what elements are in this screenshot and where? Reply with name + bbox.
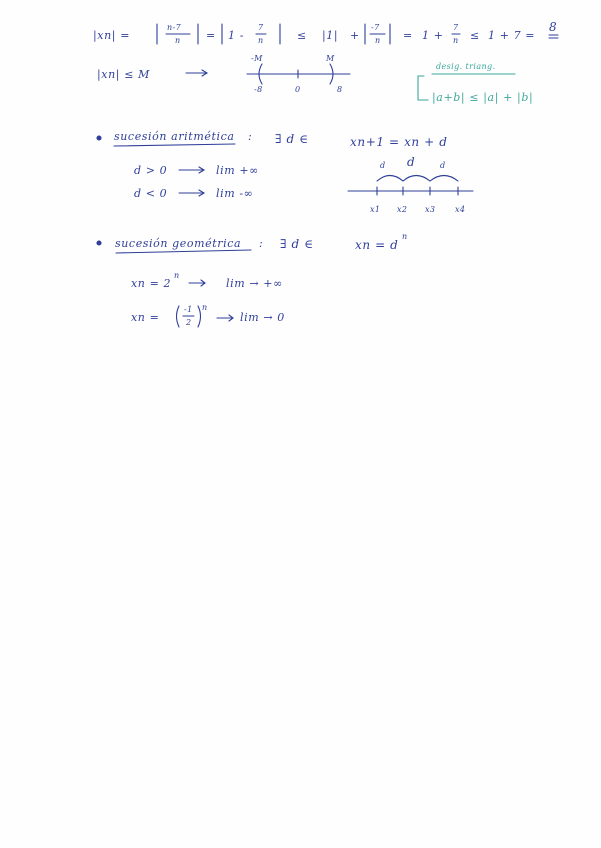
result-underline [549, 35, 558, 38]
sum-one-plus-seven: 1 + 7 = [488, 29, 536, 42]
arrow-pos [179, 167, 204, 173]
x4-label: x4 [455, 205, 466, 214]
arrow-geom-2 [217, 315, 233, 321]
geom-exists: ∃ d ∈ [280, 237, 314, 251]
arith-pos-result: lim +∞ [216, 164, 259, 177]
leq-1: ≤ [297, 29, 307, 42]
geom-ex1-exponent: n [174, 271, 180, 280]
arith-title: sucesión aritmética [114, 130, 235, 143]
geom-ex2-frac-denominator: 2 [186, 318, 192, 327]
equals-1: = [206, 29, 216, 42]
arith-neg-case: d < 0 [134, 187, 168, 200]
frac1-numerator: n-7 [167, 23, 182, 32]
equals-2: = [403, 29, 413, 42]
frac1-denominator: n [175, 36, 181, 45]
frac4-denominator: n [453, 36, 459, 45]
d-label-2: d [407, 155, 416, 169]
arith-formula: xn+1 = xn + d [350, 135, 448, 149]
x1-label: x1 [370, 205, 381, 214]
neg-eight-label: -8 [254, 85, 263, 94]
arith-pos-case: d > 0 [134, 164, 168, 177]
plus-1: + [350, 29, 360, 42]
arc-1 [377, 176, 403, 182]
frac2-numerator: 7 [258, 23, 264, 32]
bullet-geom [97, 241, 101, 245]
triangle-bracket [418, 76, 428, 100]
x2-label: x2 [397, 205, 408, 214]
arc-2 [403, 176, 430, 182]
bullet-arith [97, 136, 101, 140]
geom-formula-exponent: n [402, 232, 408, 241]
geom-ex1-lhs: xn = 2 [131, 277, 172, 290]
geom-formula: xn = d [355, 238, 399, 252]
m-label: M [326, 54, 335, 63]
paren-right [198, 306, 201, 327]
abs-one: |1| [322, 29, 339, 42]
d-label-1: d [380, 161, 386, 170]
geom-ex2-rhs: lim → 0 [240, 311, 285, 324]
neg-m-label: -M [251, 54, 263, 63]
abs-xn-label: |xn| = [93, 29, 131, 42]
paren-left [177, 306, 180, 327]
geom-ex2-lhs: xn = [131, 311, 160, 324]
leq-2: ≤ [470, 29, 480, 42]
triangle-ineq-formula: |a+b| ≤ |a| + |b| [432, 91, 534, 104]
bound-label: |xn| ≤ M [97, 68, 150, 81]
geom-ex2-frac-numerator: -1 [184, 305, 193, 314]
one-minus: 1 - [228, 29, 245, 42]
arrow-neg [179, 190, 204, 196]
arith-neg-result: lim -∞ [216, 187, 254, 200]
arrow-line-1 [186, 70, 207, 76]
triangle-ineq-label: desig. triang. [436, 62, 496, 71]
frac2-denominator: n [258, 36, 264, 45]
eight-label: 8 [337, 85, 343, 94]
frac3-denominator: n [375, 36, 381, 45]
arc-3 [430, 176, 458, 182]
geom-title: sucesión geométrica [115, 237, 242, 250]
frac4-numerator: 7 [453, 23, 459, 32]
d-label-3: d [440, 161, 446, 170]
geom-ex1-rhs: lim → +∞ [226, 277, 283, 290]
zero-label: 0 [295, 85, 301, 94]
geom-colon: : [259, 237, 264, 250]
arith-title-underline [114, 144, 235, 146]
geom-title-underline [116, 250, 251, 253]
geom-ex2-exponent: n [202, 303, 208, 312]
x3-label: x3 [425, 205, 436, 214]
arrow-geom-1 [189, 280, 205, 286]
arith-exists: ∃ d ∈ [275, 132, 309, 146]
arith-colon: : [248, 130, 253, 143]
frac3-numerator: -7 [371, 23, 380, 32]
result-eight: 8 [549, 20, 558, 34]
one-plus: 1 + [422, 29, 444, 42]
